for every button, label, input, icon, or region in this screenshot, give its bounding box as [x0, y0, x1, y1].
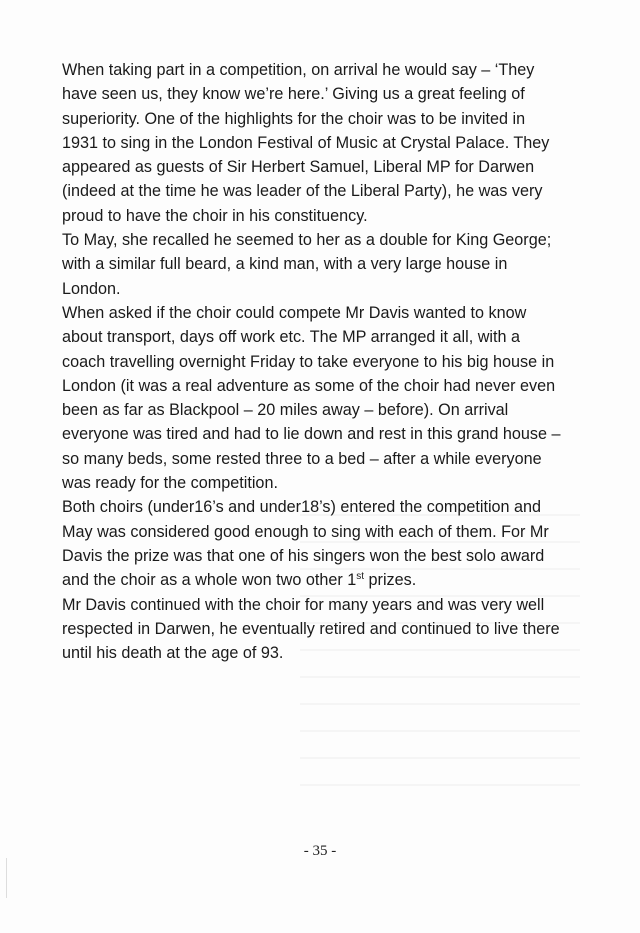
text-line: proud to have the choir in his constituency.	[62, 206, 368, 225]
text-line: London (it was a real adventure as some of the choir had never even	[62, 376, 556, 395]
text-line: Davis the prize was that one of his singers won the best solo award	[62, 546, 545, 565]
text-fragment: and the choir as a whole won two other 1	[62, 571, 357, 590]
paragraph-1	[62, 58, 582, 228]
text-line: To May, she recalled he seemed to her as a double for King George;	[62, 231, 552, 250]
paragraph-3	[62, 301, 582, 495]
text-line-with-ordinal	[62, 568, 582, 592]
text-line: When asked if the choir could compete Mr Davis wanted to know	[62, 303, 527, 322]
text-line: everyone was tired and had to lie down and rest in this grand house –	[62, 425, 561, 444]
text-line: respected in Darwen, he eventually retired and continued to live there	[62, 619, 560, 638]
text-line: have seen us, they know we’re here.’ Giving us a great feeling of	[62, 85, 525, 104]
text-line: until his death at the age of 93.	[62, 644, 284, 663]
text-line: (indeed at the time he was leader of the Liberal Party), he was very	[62, 182, 543, 201]
text-line: appeared as guests of Sir Herbert Samuel, Liberal MP for Darwen	[62, 158, 535, 177]
paragraph-4	[62, 495, 582, 592]
body-text	[62, 58, 582, 665]
ordinal-suffix: st	[356, 571, 365, 583]
text-line: Mr Davis continued with the choir for many years and was very well	[62, 595, 545, 614]
paragraph-5	[62, 593, 582, 666]
text-line: When taking part in a competition, on arrival he would say – ‘They	[62, 61, 535, 79]
scan-edge-mark	[6, 858, 7, 898]
text-line: May was considered good enough to sing with each of them. For Mr	[62, 522, 549, 541]
text-fragment: prizes.	[364, 571, 417, 590]
text-line: about transport, days off work etc. The MP arranged it all, with a	[62, 328, 520, 347]
text-line: was ready for the competition.	[62, 474, 278, 493]
paragraph-2	[62, 228, 582, 301]
text-line: superiority. One of the highlights for the choir was to be invited in	[62, 109, 526, 128]
text-line: so many beds, some rested three to a bed – after a while everyone	[62, 449, 542, 468]
text-line: with a similar full beard, a kind man, with a very large house in	[62, 255, 508, 274]
text-line: been as far as Blackpool – 20 miles away – before). On arrival	[62, 401, 509, 420]
text-line: London.	[62, 279, 121, 298]
text-line: coach travelling overnight Friday to take everyone to his big house in	[62, 352, 555, 371]
text-line: Both choirs (under16’s and under18’s) entered the competition and	[62, 498, 542, 517]
text-line: 1931 to sing in the London Festival of Music at Crystal Palace. They	[62, 133, 550, 152]
page-number: - 35 -	[303, 843, 337, 859]
